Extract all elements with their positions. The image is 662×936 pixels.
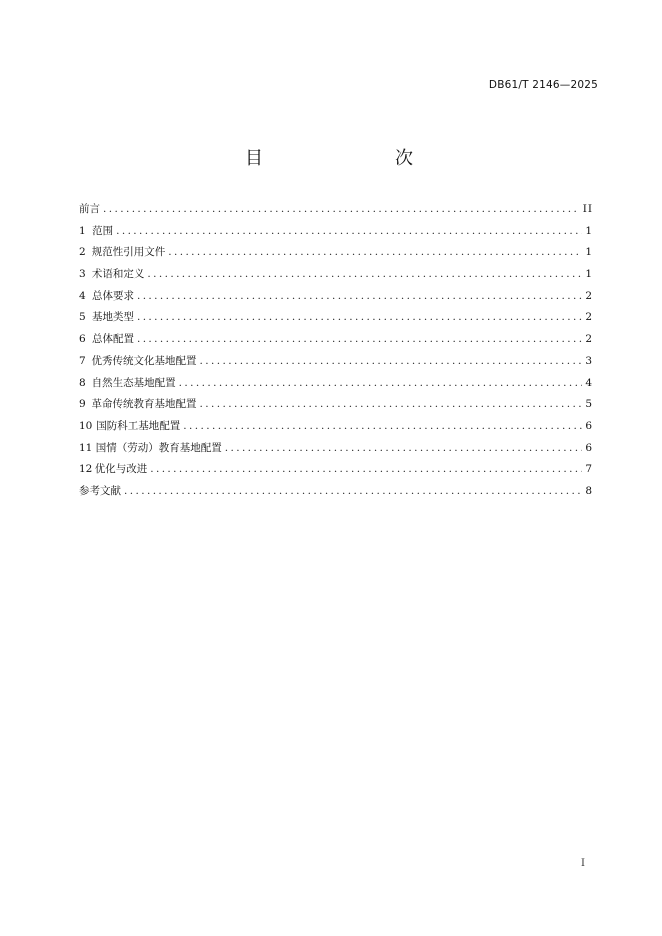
toc-entry-page: 3 bbox=[585, 354, 593, 367]
toc-entry-label: 总体要求 bbox=[91, 289, 134, 302]
toc-leader-dots bbox=[137, 307, 582, 329]
toc-leader-dots bbox=[137, 329, 582, 351]
toc-entry-page: 6 bbox=[585, 441, 593, 454]
toc-entry-number: 3 bbox=[79, 268, 86, 281]
toc-entry-page: II bbox=[582, 203, 593, 215]
toc-entry-page: 1 bbox=[585, 246, 593, 259]
toc-entry-page: 7 bbox=[585, 463, 593, 476]
toc-leader-dots bbox=[124, 481, 582, 503]
toc-entry-page: 4 bbox=[585, 376, 593, 389]
page-number: I bbox=[581, 858, 585, 869]
toc-entry-page: 8 bbox=[585, 484, 593, 497]
toc-entry-number: 4 bbox=[79, 289, 86, 302]
toc-title: 目 次 bbox=[245, 148, 445, 169]
toc-entry-1[interactable] bbox=[79, 221, 593, 243]
toc-entry-number: 8 bbox=[79, 376, 86, 389]
toc-entry-foreword[interactable] bbox=[79, 199, 593, 221]
toc-entry-references[interactable] bbox=[79, 481, 593, 503]
toc-leader-dots bbox=[137, 286, 582, 308]
toc-entry-5[interactable] bbox=[79, 307, 593, 329]
toc-entry-page: 2 bbox=[585, 311, 593, 324]
toc-leader-dots bbox=[200, 351, 583, 373]
toc-entry-6[interactable] bbox=[79, 329, 593, 351]
toc-entry-label: 参考文献 bbox=[79, 484, 121, 497]
toc-entry-label: 自然生态基地配置 bbox=[91, 376, 176, 389]
toc-entry-8[interactable] bbox=[79, 373, 593, 395]
toc-entry-number: 12 bbox=[79, 463, 93, 476]
toc-entry-page: 2 bbox=[585, 289, 593, 302]
toc-entry-7[interactable] bbox=[79, 351, 593, 373]
toc-entry-page: 5 bbox=[585, 398, 593, 411]
toc-entry-label: 基地类型 bbox=[91, 311, 134, 324]
toc-entry-number: 7 bbox=[79, 354, 86, 367]
toc-leader-dots bbox=[116, 221, 582, 243]
toc-entry-label: 术语和定义 bbox=[91, 268, 145, 281]
toc-leader-dots bbox=[179, 373, 583, 395]
toc-leader-dots bbox=[225, 438, 583, 460]
toc-leader-dots bbox=[168, 242, 582, 264]
toc-entry-label: 规范性引用文件 bbox=[91, 246, 166, 259]
toc-entry-number: 5 bbox=[79, 311, 86, 324]
toc-entry-number: 1 bbox=[79, 224, 86, 237]
toc-entry-page: 1 bbox=[585, 268, 593, 281]
toc-entry-11[interactable] bbox=[79, 438, 593, 460]
toc-entry-label: 优秀传统文化基地配置 bbox=[91, 354, 197, 367]
toc-entry-3[interactable] bbox=[79, 264, 593, 286]
toc-entry-12[interactable] bbox=[79, 459, 593, 481]
toc-entry-10[interactable] bbox=[79, 416, 593, 438]
table-of-contents bbox=[79, 199, 593, 503]
toc-entry-4[interactable] bbox=[79, 286, 593, 308]
toc-entry-number: 9 bbox=[79, 398, 86, 411]
toc-entry-number: 2 bbox=[79, 246, 86, 259]
toc-leader-dots bbox=[147, 264, 582, 286]
toc-entry-label: 前言 bbox=[79, 203, 100, 215]
toc-leader-dots bbox=[183, 416, 582, 438]
toc-entry-number: 10 bbox=[79, 419, 93, 432]
toc-leader-dots bbox=[103, 199, 580, 221]
toc-entry-label: 国防科工基地配置 bbox=[96, 419, 181, 432]
toc-entry-label: 总体配置 bbox=[91, 333, 134, 346]
toc-entry-page: 6 bbox=[585, 419, 593, 432]
toc-entry-label: 国情（劳动）教育基地配置 bbox=[95, 441, 222, 454]
toc-entry-label: 革命传统教育基地配置 bbox=[91, 398, 197, 411]
toc-entry-number: 6 bbox=[79, 333, 86, 346]
toc-leader-dots bbox=[150, 459, 582, 481]
document-code: DB61/T 2146—2025 bbox=[488, 79, 598, 91]
toc-entry-label: 范围 bbox=[92, 224, 114, 237]
toc-entry-page: 2 bbox=[585, 333, 593, 346]
toc-leader-dots bbox=[200, 394, 583, 416]
toc-entry-2[interactable] bbox=[79, 242, 593, 264]
toc-entry-number: 11 bbox=[79, 441, 93, 454]
toc-entry-page: 1 bbox=[585, 224, 593, 237]
toc-entry-9[interactable] bbox=[79, 394, 593, 416]
toc-entry-label: 优化与改进 bbox=[94, 463, 148, 476]
